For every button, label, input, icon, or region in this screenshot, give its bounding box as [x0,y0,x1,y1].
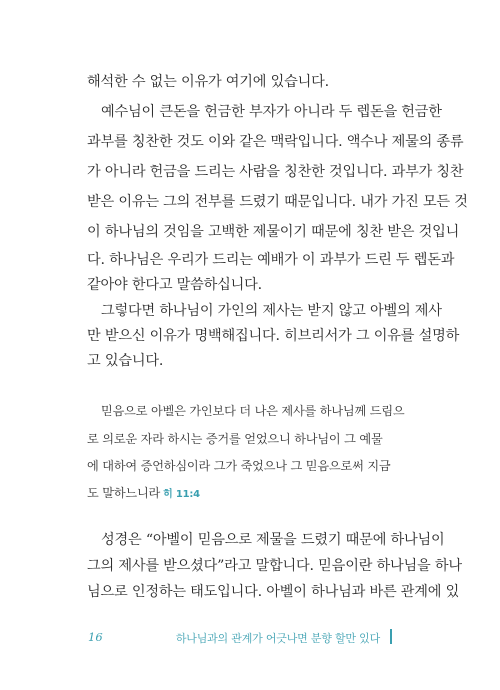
body-line: 예수님이 큰돈을 헌금한 부자가 아니라 두 렙돈을 헌금한 [101,104,442,120]
quote-line: 믿음으로 아벨은 가인보다 더 나은 제사를 하나님께 드림으 [101,404,405,418]
body-line: 님으로 인정하는 태도입니다. 아벨이 하나님과 바른 관계에 있 [87,584,460,600]
body-line: 만 받으신 이유가 명백해집니다. 히브리서가 그 이유를 설명하 [87,328,460,344]
quote-line [87,484,200,504]
quote-line: 에 대하여 증언하심이라 그가 죽었으나 그 믿음으로써 지금 [87,459,391,473]
body-line: 해석한 수 없는 이유가 여기에 있습니다. [87,74,329,90]
footer-divider [390,629,392,644]
body-line: 받은 이유는 그의 전부를 드렸기 때문입니다. 내가 가진 모든 것 [87,194,468,210]
body-line: 이 하나님의 것임을 고백한 제물이기 때문에 칭찬 받은 것입니 [87,224,460,240]
body-line: 가 아니라 헌금을 드리는 사람을 칭찬한 것입니다. 과부가 칭찬 [87,164,464,180]
page-number: 16 [88,630,103,644]
running-title: 하나님과의 관계가 어긋나면 분향 할만 있다 [175,632,380,645]
body-line: 같아야 한다고 말씀하십니다. [87,277,262,293]
quote-line-text: 도 말하느니라 [87,486,161,500]
quote-line: 로 의로운 자라 하시는 증거를 얻었으니 하나님이 그 예물 [87,432,383,446]
scripture-reference: 히 11:4 [163,489,200,500]
body-line: 고 있습니다. [87,353,164,369]
body-line: 다. 하나님은 우리가 드리는 예배가 이 과부가 드린 두 렙돈과 [87,252,455,268]
body-line: 그의 제사를 받으셨다”라고 말합니다. 믿음이란 하나님을 하나 [87,558,462,574]
body-line: 성경은 “아벨이 믿음으로 제물을 드렸기 때문에 하나님이 [101,532,445,548]
body-line: 과부를 칭찬한 것도 이와 같은 맥락입니다. 액수나 제물의 종류 [87,134,464,150]
body-line: 그렇다면 하나님이 가인의 제사는 받지 않고 아벨의 제사 [101,303,442,319]
